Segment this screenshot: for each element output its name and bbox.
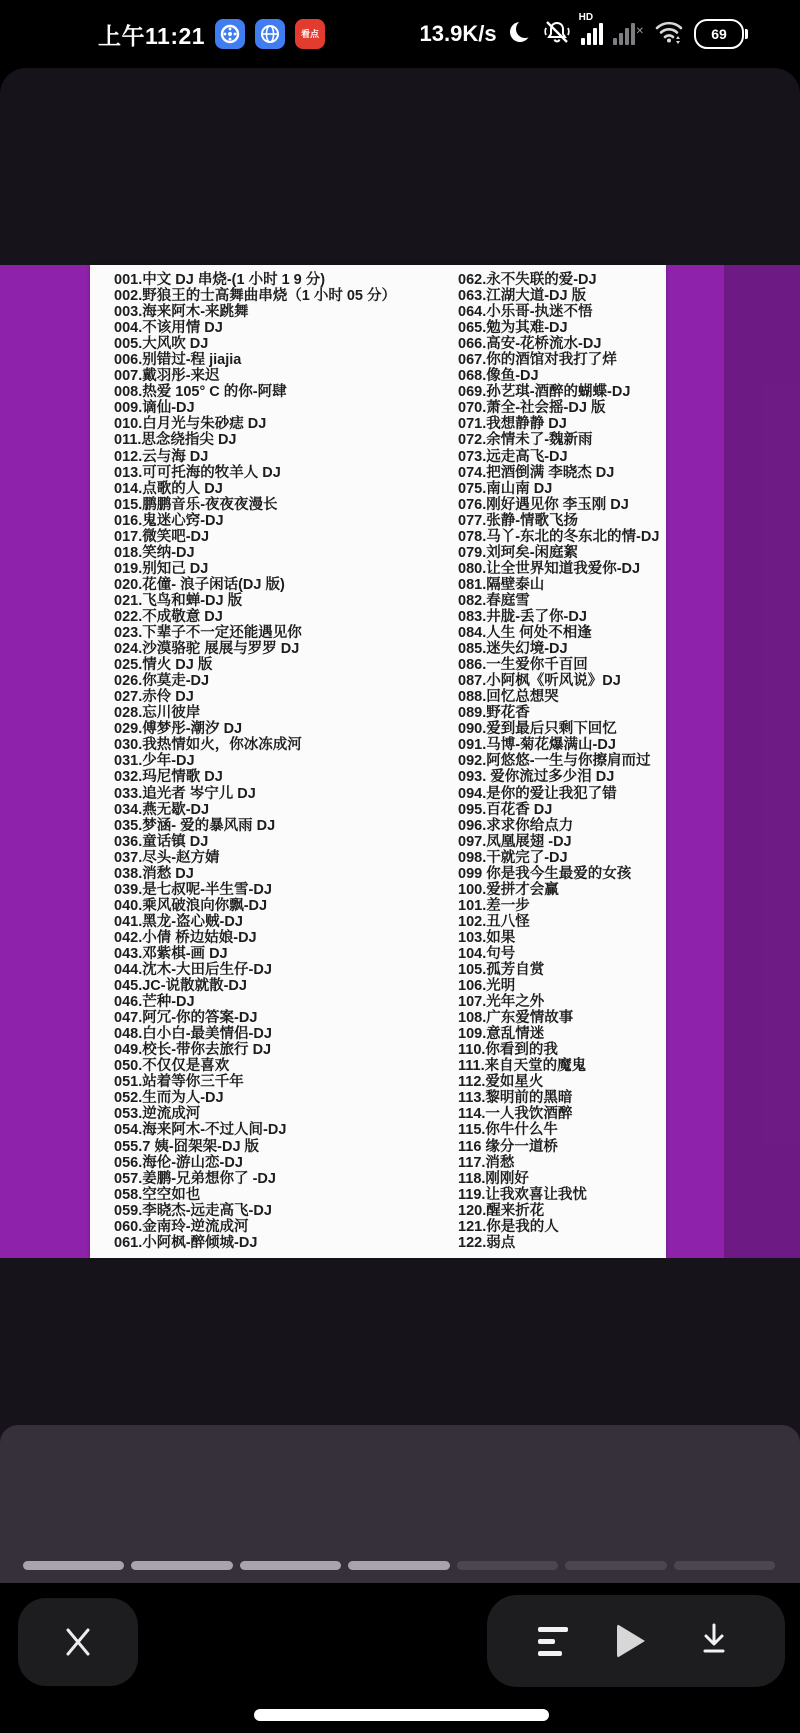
- page-dash[interactable]: [348, 1561, 449, 1570]
- song-item: 036.童话镇 DJ: [114, 833, 209, 850]
- song-item: 032.玛尼情歌 DJ: [114, 769, 223, 786]
- song-item: 053.逆流成河: [114, 1106, 201, 1123]
- song-item: 104.句号: [458, 945, 516, 962]
- song-item: 015.鹏鹏音乐-夜夜夜漫长: [114, 496, 278, 513]
- song-item: 018.笑纳-DJ: [114, 544, 195, 561]
- song-column-right: [458, 272, 659, 1251]
- song-item: 073.远走高飞-DJ: [458, 448, 568, 465]
- song-item: 001.中文 DJ 串烧-(1 小时 1 9 分): [114, 272, 326, 288]
- song-item: 071.我想静静 DJ: [458, 416, 567, 433]
- song-item: 070.萧全-社会摇-DJ 版: [458, 400, 606, 417]
- song-item: 063.江湖大道-DJ 版: [458, 288, 587, 305]
- song-item: 049.校长-带你去旅行 DJ: [114, 1042, 272, 1059]
- song-item: 008.热爱 105° C 的你-阿肆: [114, 384, 287, 401]
- wifi-icon: [654, 19, 684, 50]
- song-item: 117.消愁: [458, 1154, 515, 1171]
- song-item: 119.让我欢喜让我忧: [458, 1186, 587, 1203]
- page-dash[interactable]: [240, 1561, 341, 1570]
- song-item: 052.生而为人-DJ: [114, 1090, 224, 1107]
- song-item: 099 你是我今生最爱的女孩: [458, 865, 632, 882]
- song-item: 043.邓紫棋-画 DJ: [114, 945, 228, 962]
- image-right-shade: [724, 265, 800, 1258]
- song-item: 116 缘分一道桥: [458, 1138, 558, 1155]
- song-item: 065.勉为其难-DJ: [458, 320, 568, 337]
- browser-app-icon: [255, 19, 285, 49]
- home-indicator[interactable]: [254, 1709, 549, 1721]
- song-item: 061.小阿枫-醉倾城-DJ: [114, 1234, 258, 1251]
- song-item: 033.追光者 岑宁儿 DJ: [114, 785, 256, 802]
- song-item: 011.思念绕指尖 DJ: [114, 432, 237, 449]
- video-app-icon: [215, 19, 245, 49]
- song-item: 098.干就完了-DJ: [458, 849, 568, 866]
- song-item: 054.海来阿木-不过人间-DJ: [114, 1122, 287, 1139]
- song-item: 038.消愁 DJ: [114, 865, 194, 882]
- song-item: 082.春庭雪: [458, 592, 530, 609]
- song-item: 057.姜鹏-兄弟想你了 -DJ: [114, 1170, 276, 1187]
- song-item: 075.南山南 DJ: [458, 480, 553, 497]
- song-item: 058.空空如也: [114, 1186, 201, 1203]
- song-item: 068.像鱼-DJ: [458, 368, 539, 385]
- song-item: 106.光明: [458, 978, 516, 995]
- song-item: 039.是七叔呢-半生雪-DJ: [114, 881, 272, 898]
- page-indicator[interactable]: [23, 1561, 775, 1570]
- song-item: 088.回忆总想哭: [458, 689, 559, 706]
- song-item: 080.让全世界知道我爱你-DJ: [458, 560, 641, 577]
- play-button[interactable]: [617, 1624, 645, 1658]
- song-item: 062.永不失联的爱-DJ: [458, 272, 597, 288]
- song-item: 051.站着等你三千年: [114, 1074, 244, 1091]
- song-item: 055.7 姨-囧架架-DJ 版: [114, 1138, 260, 1155]
- song-item: 044.沈木-大田后生仔-DJ: [114, 962, 272, 979]
- song-item: 085.迷失幻境-DJ: [458, 641, 568, 658]
- song-item: 067.你的酒馆对我打了烊: [458, 352, 617, 369]
- song-item: 042.小倩 桥边姑娘-DJ: [114, 929, 257, 946]
- song-item: 096.求求你给点力: [458, 817, 574, 834]
- song-item: 005.大风吹 DJ: [114, 336, 209, 353]
- song-item: 087.小阿枫《听风说》DJ: [458, 673, 621, 690]
- song-item: 107.光年之外: [458, 994, 545, 1011]
- page-dash[interactable]: [23, 1561, 124, 1570]
- hd-label: HD: [578, 12, 594, 23]
- song-item: 118.刚刚好: [458, 1170, 529, 1187]
- song-item: 090.爱到最后只剩下回忆: [458, 721, 617, 738]
- song-item: 113.黎明前的黑暗: [458, 1090, 573, 1107]
- image-viewer[interactable]: [0, 68, 800, 1583]
- song-item: 021.飞鸟和蝉-DJ 版: [114, 592, 243, 609]
- song-item: 019.别知己 DJ: [114, 560, 209, 577]
- song-item: 078.马丫-东北的冬东北的情-DJ: [458, 528, 660, 545]
- song-item: 030.我热情如火，你冰冻成河: [114, 737, 302, 754]
- song-item: 093. 爱你流过多少泪 DJ: [458, 769, 615, 786]
- song-item: 025.情火 DJ 版: [114, 657, 213, 674]
- song-item: 024.沙漠骆驼 展展与罗罗 DJ: [114, 641, 300, 658]
- song-item: 010.白月光与朱砂痣 DJ: [114, 416, 267, 433]
- song-item: 064.小乐哥-执迷不悟: [458, 304, 593, 321]
- no-sim-x: ✕: [635, 26, 644, 37]
- song-item: 056.海伦-游山恋-DJ: [114, 1154, 243, 1171]
- song-item: 060.金南玲-逆流成河: [114, 1218, 249, 1235]
- close-icon: [58, 1622, 98, 1662]
- song-item: 066.高安-花桥流水-DJ: [458, 336, 602, 353]
- song-item: 072.余情未了-魏新雨: [458, 432, 593, 449]
- network-speed: 13.9K/s: [419, 21, 497, 46]
- do-not-disturb-moon-icon: [507, 19, 533, 50]
- song-item: 110.你看到的我: [458, 1042, 558, 1059]
- viewer-bottom-sheet: [0, 1425, 800, 1583]
- kandian-app-icon: 看点: [295, 19, 325, 49]
- song-item: 114.一人我饮酒醉: [458, 1106, 573, 1123]
- download-icon: [694, 1619, 734, 1659]
- song-column-left: [114, 272, 396, 1251]
- song-item: 097.凤凰展翅 -DJ: [458, 833, 572, 850]
- song-item: 004.不该用情 DJ: [114, 320, 223, 337]
- song-item: 034.燕无歇-DJ: [114, 801, 210, 818]
- song-item: 045.JC-说散就散-DJ: [114, 978, 247, 995]
- song-item: 112.爱如星火: [458, 1074, 544, 1091]
- download-button[interactable]: [694, 1619, 734, 1664]
- song-item: 109.意乱情迷: [458, 1026, 545, 1043]
- song-item: 083.井胧-丢了你-DJ: [458, 608, 587, 625]
- song-item: 023.下辈子不一定还能遇见你: [114, 625, 302, 642]
- song-item: 020.花僮- 浪子闲话(DJ 版): [114, 576, 285, 593]
- song-item: 050.不仅仅是喜欢: [114, 1058, 230, 1075]
- song-list-sheet: [90, 265, 666, 1258]
- song-item: 031.少年-DJ: [114, 753, 195, 770]
- song-item: 069.孙艺琪-酒醉的蝴蝶-DJ: [458, 384, 631, 401]
- song-item: 105.孤芳自赏: [458, 962, 545, 979]
- song-item: 040.乘风破浪向你飘-DJ: [114, 897, 268, 914]
- song-item: 017.微笑吧-DJ: [114, 528, 210, 545]
- song-item: 111.来自天堂的魔鬼: [458, 1058, 587, 1075]
- battery-percent: 69: [694, 19, 744, 49]
- playlist-image[interactable]: [0, 265, 800, 1258]
- song-item: 022.不成敬意 DJ: [114, 608, 223, 625]
- bottom-toolbar: [0, 1583, 800, 1733]
- song-item: 094.是你的爱让我犯了错: [458, 785, 617, 802]
- song-item: 074.把酒倒满 李晓杰 DJ: [458, 464, 615, 481]
- song-item: 048.白小白-最美情侣-DJ: [114, 1026, 272, 1043]
- song-item: 027.赤伶 DJ: [114, 689, 194, 706]
- song-item: 122.弱点: [458, 1234, 516, 1251]
- mute-vibrate-icon: [543, 19, 571, 50]
- song-item: 016.鬼迷心窍-DJ: [114, 512, 224, 529]
- song-item: 009.谪仙-DJ: [114, 400, 195, 417]
- song-item: 103.如果: [458, 929, 516, 946]
- song-item: 035.梦涵- 爱的暴风雨 DJ: [114, 817, 276, 834]
- song-item: 077.张静-情歌飞扬: [458, 512, 579, 529]
- song-item: 059.李晓杰-远走高飞-DJ: [114, 1202, 272, 1219]
- status-bar: [0, 0, 800, 68]
- clock: 上午11:21: [98, 22, 206, 49]
- cellular-signal2-icon: [613, 23, 644, 45]
- song-item: 003.海来阿木-来跳舞: [114, 304, 249, 321]
- song-item: 076.刚好遇见你 李玉刚 DJ: [458, 496, 629, 513]
- song-item: 100.爱拼才会赢: [458, 881, 559, 898]
- song-item: 028.忘川彼岸: [114, 705, 201, 722]
- battery-indicator: [694, 19, 748, 49]
- song-item: 108.广东爱情故事: [458, 1010, 574, 1027]
- song-item: 029.傅梦彤-潮汐 DJ: [114, 721, 243, 738]
- song-item: 115.你牛什么牛: [458, 1122, 558, 1139]
- cellular-signal-icon: [578, 12, 603, 45]
- close-button[interactable]: [18, 1598, 138, 1686]
- song-item: 013.可可托海的牧羊人 DJ: [114, 464, 281, 481]
- song-item: 084.人生 何处不相逢: [458, 625, 592, 642]
- page-dash[interactable]: [457, 1561, 558, 1570]
- song-item: 007.戴羽彤-来迟: [114, 368, 220, 385]
- song-item: 047.阿冗-你的答案-DJ: [114, 1010, 258, 1027]
- playlist-button[interactable]: [538, 1627, 568, 1656]
- song-item: 091.马博-菊花爆满山-DJ: [458, 737, 616, 754]
- song-item: 079.刘珂矣-闲庭絮: [458, 544, 579, 561]
- song-item: 121.你是我的人: [458, 1218, 559, 1235]
- page-dash[interactable]: [674, 1561, 775, 1570]
- action-pill: [487, 1595, 785, 1687]
- page-dash[interactable]: [565, 1561, 666, 1570]
- song-item: 086.一生爱你千百回: [458, 657, 588, 674]
- song-item: 092.阿悠悠-一生与你擦肩而过: [458, 753, 651, 770]
- song-item: 101.差一步: [458, 897, 530, 914]
- song-item: 120.醒来折花: [458, 1202, 545, 1219]
- song-item: 089.野花香: [458, 705, 530, 722]
- song-item: 014.点歌的人 DJ: [114, 480, 223, 497]
- song-item: 026.你莫走-DJ: [114, 673, 210, 690]
- song-item: 046.芒种-DJ: [114, 994, 195, 1011]
- song-item: 012.云与海 DJ: [114, 448, 209, 465]
- song-item: 095.百花香 DJ: [458, 801, 553, 818]
- song-item: 006.别错过-程 jiajia: [114, 352, 242, 369]
- song-item: 102.丑八怪: [458, 913, 530, 930]
- page-dash[interactable]: [131, 1561, 232, 1570]
- song-item: 041.黑龙-盗心贼-DJ: [114, 913, 243, 930]
- song-item: 002.野狼王的士高舞曲串烧（1 小时 05 分）: [114, 288, 396, 305]
- song-item: 037.尽头-赵方婧: [114, 849, 220, 866]
- song-item: 081.隔壁泰山: [458, 576, 545, 593]
